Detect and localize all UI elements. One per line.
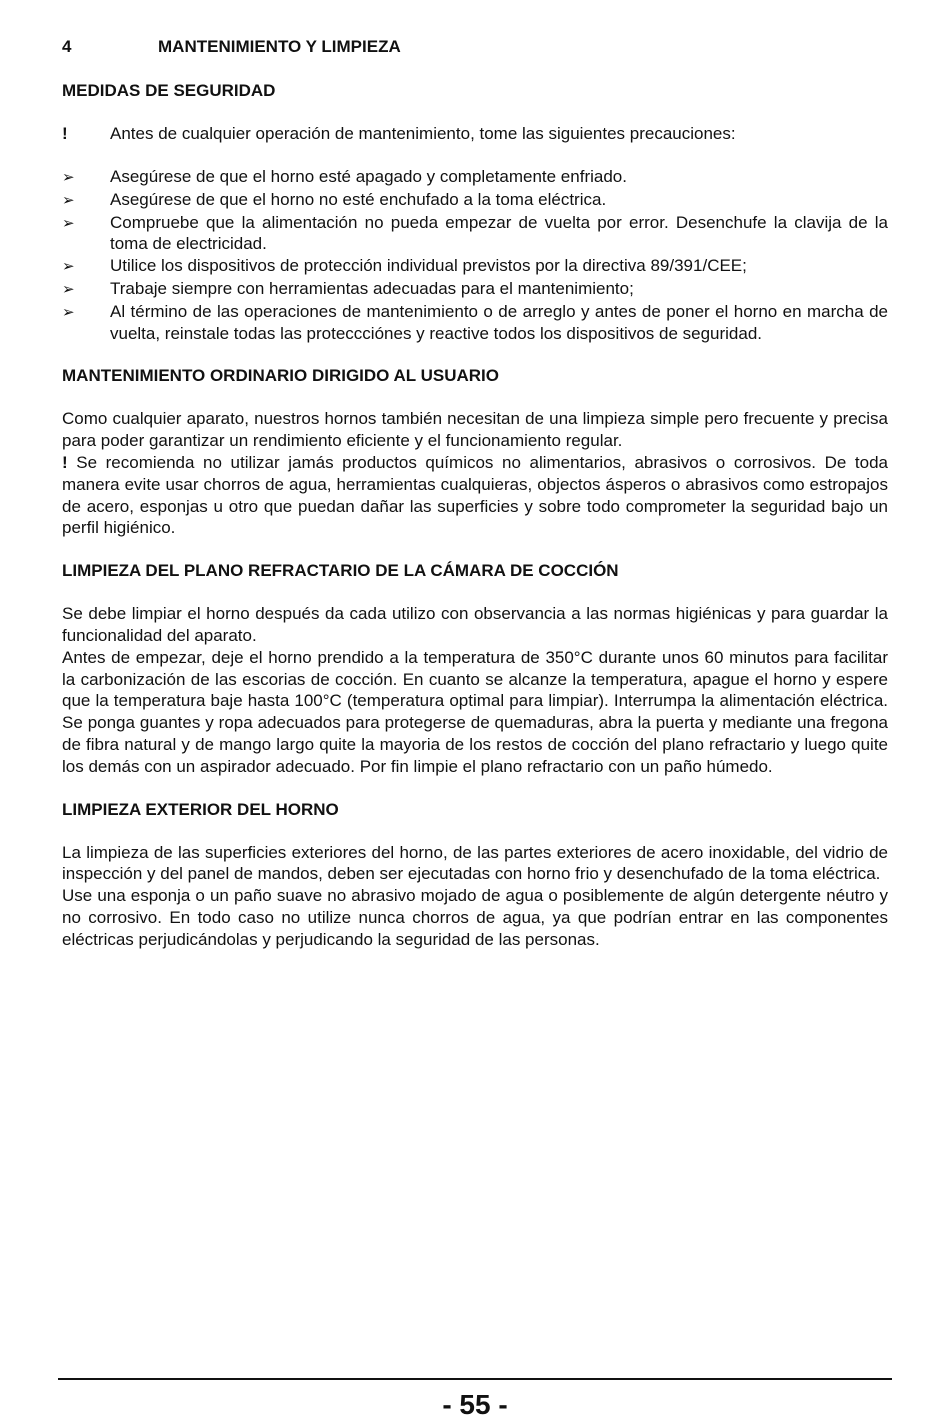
list-item: ➢ Asegúrese de que el horno esté apagado y completamente enfriado. (62, 166, 888, 189)
safety-heading: MEDIDAS DE SEGURIDAD (62, 81, 276, 100)
chapter-title: MANTENIMIENTO Y LIMPIEZA (158, 37, 401, 56)
exterior-heading: LIMPIEZA EXTERIOR DEL HORNO (62, 799, 339, 819)
refractory-paragraph-1: Se debe limpiar el horno después da cada utilizo con observancia a las normas higiénicas y para guardar la funcionalidad del aparato. (62, 604, 888, 645)
exterior-paragraph-2: Use una esponja o un paño suave no abrasivo mojado de agua o posiblemente de algún detergente néutro y no corrosivo. En todo caso no utilize nunca chorros de agua, ya que podrían entrar en las componentes eléctricas perjudicándolas y perjudicando la seguridad de las personas. (62, 886, 888, 949)
list-item: ➢ Al término de las operaciones de mantenimiento o de arreglo y antes de poner el horno en marcha de vuelta, reinstale todas las proteccciónes y reactive todos los dispositivos de seguridad. (62, 301, 888, 343)
arrow-bullet-icon: ➢ (62, 214, 75, 232)
exterior-paragraph-1: La limpieza de las superficies exteriores del horno, de las partes exteriores de acero inoxidable, del vidrio de inspección y del panel de mandos, deben ser ejecutadas con horno frio y desenchufado de la toma eléctrica. (62, 842, 888, 884)
list-item: ➢ Utilice los dispositivos de protección individual previstos por la directiva 89/391/CEE; (62, 255, 888, 278)
refractory-paragraph-2: Antes de empezar, deje el horno prendido a la temperatura de 350°C durante unos 60 minutos para facilitar la carbonización de las escorias de cocción. En cuanto se alcanze la temperatura, apague el horno y espere que la temperatura baje hasta 100°C (temperatura optimal para limpiar). Interrumpa la alimentación eléctrica. Se ponga guantes y ropa adecuados para protegerse de quemaduras, abra la puerta y mediante una fregona de fibra natural y de mango largo quite la mayoria de los restos de cocción del plano refractario y luego quite los demás con un aspirador adecuado. Por fin limpie el plano refractario con un paño húmedo. (62, 647, 888, 776)
document-page (62, 36, 888, 951)
ordinary-paragraph-2: ! Se recomienda no utilizar jamás productos químicos no alimentarios, abrasivos o corrosivos. De toda manera evite usar chorros de agua, herramientas cualquieras, objectos ásperos o abrasivos como estropajos de acero, esponjas u otro que puedan dañar las superficies y sobre todo comprometer la seguridad bajo un perfil higiénico. (62, 452, 888, 538)
ordinary-heading: MANTENIMIENTO ORDINARIO DIRIGIDO AL USUARIO (62, 366, 499, 386)
safety-intro (62, 123, 888, 145)
refractory-heading: LIMPIEZA DEL PLANO REFRACTARIO DE LA CÁMARA DE COCCIÓN (62, 561, 619, 581)
arrow-bullet-icon: ➢ (62, 191, 75, 209)
safety-list (62, 166, 888, 344)
arrow-bullet-icon: ➢ (62, 258, 75, 276)
arrow-bullet-icon: ➢ (62, 280, 75, 298)
list-item: ➢ Asegúrese de que el horno no esté enchufado a la toma eléctrica. (62, 189, 888, 212)
chapter-heading (62, 36, 888, 58)
safety-intro-text: Antes de cualquier operación de mantenimiento, tome las siguientes precauciones: (110, 124, 736, 143)
ordinary-paragraph-1: Como cualquier aparato, nuestros hornos también necesitan de una limpieza simple pero frecuente y precisa para poder garantizar un rendimiento eficiente y el funcionamiento regular. (62, 409, 888, 451)
warning-icon: ! (62, 124, 68, 143)
arrow-bullet-icon: ➢ (62, 303, 75, 321)
list-item: ➢ Trabaje siempre con herramientas adecuadas para el mantenimiento; (62, 278, 888, 301)
list-item: ➢ Compruebe que la alimentación no pueda empezar de vuelta por error. Desenchufe la clavija de la toma de electricidad. (62, 212, 888, 254)
warning-icon: ! (62, 452, 68, 472)
page-number: - 55 - (442, 1389, 508, 1420)
arrow-bullet-icon: ➢ (62, 169, 75, 186)
chapter-number: 4 (62, 37, 72, 56)
footer-divider (58, 1378, 892, 1380)
